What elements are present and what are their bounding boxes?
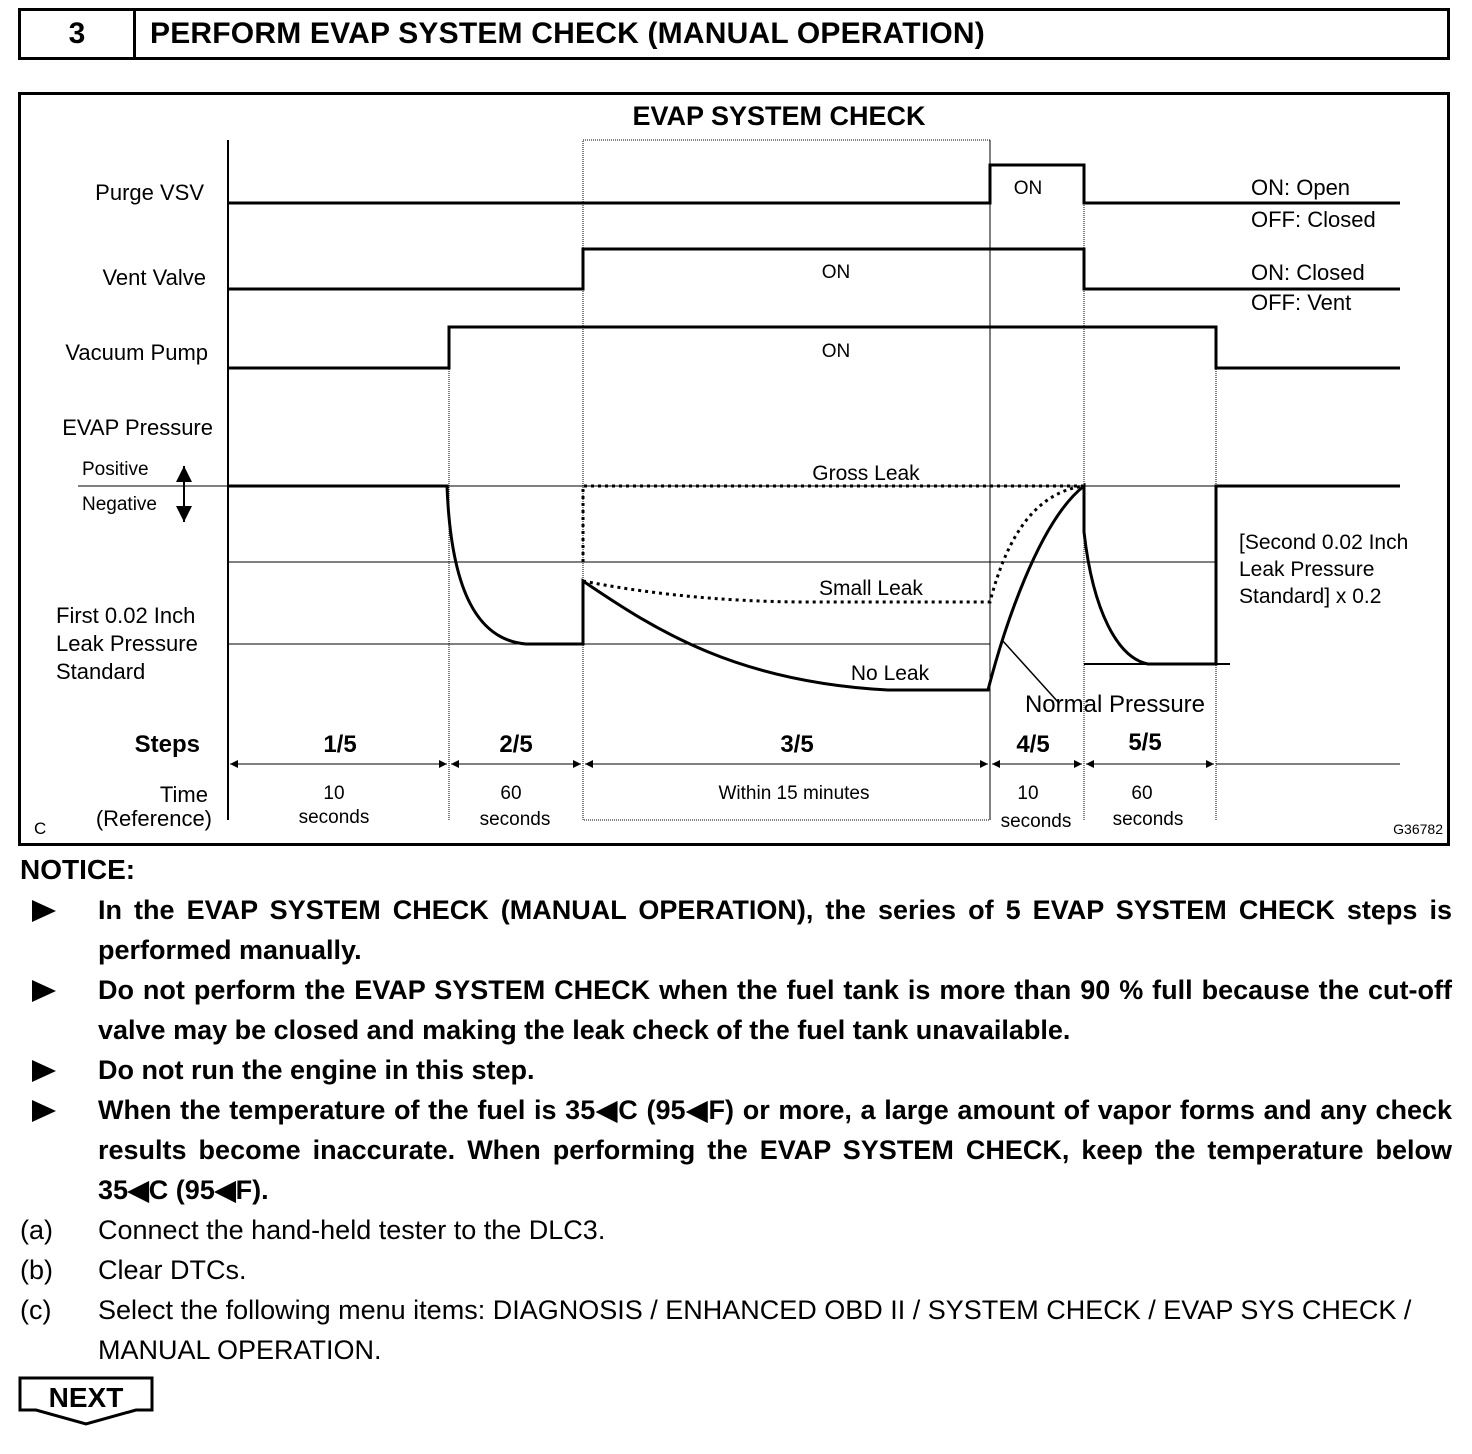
positive-label: Positive	[82, 459, 149, 480]
vent-valve-signal	[228, 249, 1400, 289]
second-standard-line3: Standard] x 0.2	[1239, 585, 1382, 608]
notice-bullet	[20, 890, 1452, 970]
vacuum-pump-signal	[228, 327, 1400, 368]
triangle-bullet-icon	[32, 900, 56, 922]
next-button[interactable]	[18, 1376, 154, 1426]
notice-heading: NOTICE:	[20, 854, 136, 885]
purge-on-label: ON	[1013, 178, 1043, 199]
step-3-label: 3/5	[780, 731, 814, 758]
procedure-step-a	[20, 1210, 1452, 1250]
time-label-line1: Time	[159, 782, 208, 807]
vent-on-label: ON	[821, 262, 851, 283]
purge-off-legend: OFF: Closed	[1251, 207, 1376, 232]
next-button-label: NEXT	[48, 1382, 124, 1413]
figure-title: EVAP SYSTEM CHECK	[632, 101, 926, 131]
notice-text: In the EVAP SYSTEM CHECK (MANUAL OPERATION), the series of 5 EVAP SYSTEM CHECK steps is performed manually.	[98, 895, 1452, 965]
step-text: Connect the hand-held tester to the DLC3.	[98, 1215, 606, 1245]
procedure-title: PERFORM EVAP SYSTEM CHECK (MANUAL OPERATION)	[150, 17, 985, 50]
first-standard-line1: First 0.02 Inch	[56, 603, 196, 628]
triangle-bullet-icon	[32, 980, 56, 1002]
second-standard-line1: [Second 0.02 Inch	[1239, 531, 1409, 554]
time-label-line2: (Reference)	[95, 806, 212, 831]
notice-text: Do not perform the EVAP SYSTEM CHECK when the fuel tank is more than 90 % full because the cut-off valve may be closed and making the leak check of the fuel tank unavailable.	[98, 975, 1452, 1045]
step-5-label: 5/5	[1128, 729, 1162, 756]
normal-pressure-label: Normal Pressure	[1024, 691, 1206, 718]
step-5-time-line2: seconds	[1112, 809, 1184, 830]
step-2-time-line1: 60	[500, 783, 522, 804]
vent-off-legend: OFF: Vent	[1251, 290, 1352, 315]
notice-bullet	[20, 1050, 1452, 1090]
notice-list	[20, 890, 1452, 1370]
step-3-time: Within 15 minutes	[718, 783, 870, 804]
second-standard-line2: Leak Pressure	[1239, 558, 1375, 581]
evap-pressure-curve	[228, 486, 1400, 690]
pump-on-label: ON	[821, 341, 851, 362]
step3-frame	[583, 140, 990, 820]
step-4-label: 4/5	[1016, 731, 1050, 758]
step-5-time-line1: 60	[1131, 783, 1153, 804]
vent-valve-label: Vent Valve	[102, 265, 206, 290]
procedure-header	[18, 8, 1450, 60]
notice-text: When the temperature of the fuel is 35◀C (95◀F) or more, a large amount of vapor forms and any check results become inaccurate. When performing the EVAP SYSTEM CHECK, keep the temperature below 35◀C (95◀F).	[98, 1095, 1452, 1205]
step-text: Clear DTCs.	[98, 1255, 247, 1285]
step-1-time-line1: 10	[323, 783, 345, 804]
step-1-time-line2: seconds	[298, 807, 370, 828]
figure-id: G36782	[1393, 821, 1443, 837]
step-4-time-line1: 10	[1017, 783, 1039, 804]
step-marker: (c)	[20, 1295, 52, 1325]
no-leak-label: No Leak	[850, 662, 930, 685]
timing-diagram	[18, 92, 1450, 846]
corner-mark: C	[34, 819, 47, 838]
gross-leak-label: Gross Leak	[812, 462, 920, 485]
step-marker: (a)	[20, 1215, 53, 1245]
purge-vsv-signal	[228, 165, 1400, 203]
vent-on-legend: ON: Closed	[1251, 260, 1365, 285]
purge-vsv-label: Purge VSV	[95, 180, 204, 205]
procedure-step-b	[20, 1250, 1452, 1290]
triangle-bullet-icon	[32, 1100, 56, 1122]
step-2-time-line2: seconds	[479, 809, 551, 830]
step-number: 3	[21, 11, 136, 57]
step-4-time-line2: seconds	[1000, 811, 1072, 832]
step-2-label: 2/5	[499, 731, 533, 758]
purge-on-legend: ON: Open	[1251, 175, 1351, 200]
step-1-label: 1/5	[323, 731, 357, 758]
notice-text: Do not run the engine in this step.	[98, 1055, 535, 1085]
small-leak-label: Small Leak	[819, 577, 923, 600]
first-standard-line3: Standard	[56, 659, 146, 684]
evap-system-check-figure	[18, 92, 1450, 846]
step-marker: (b)	[20, 1255, 53, 1285]
negative-label: Negative	[82, 494, 157, 515]
steps-label: Steps	[134, 731, 200, 758]
notice-bullet	[20, 1090, 1452, 1210]
triangle-bullet-icon	[32, 1060, 56, 1082]
step-text: Select the following menu items: DIAGNOSIS / ENHANCED OBD II / SYSTEM CHECK / EVAP SYS CHECK / MANUAL OPERATION.	[98, 1295, 1412, 1365]
vacuum-pump-label: Vacuum Pump	[65, 340, 208, 365]
notice-bullet	[20, 970, 1452, 1050]
first-standard-line2: Leak Pressure	[56, 631, 198, 656]
evap-pressure-label: EVAP Pressure	[62, 415, 213, 440]
procedure-step-c	[20, 1290, 1452, 1370]
